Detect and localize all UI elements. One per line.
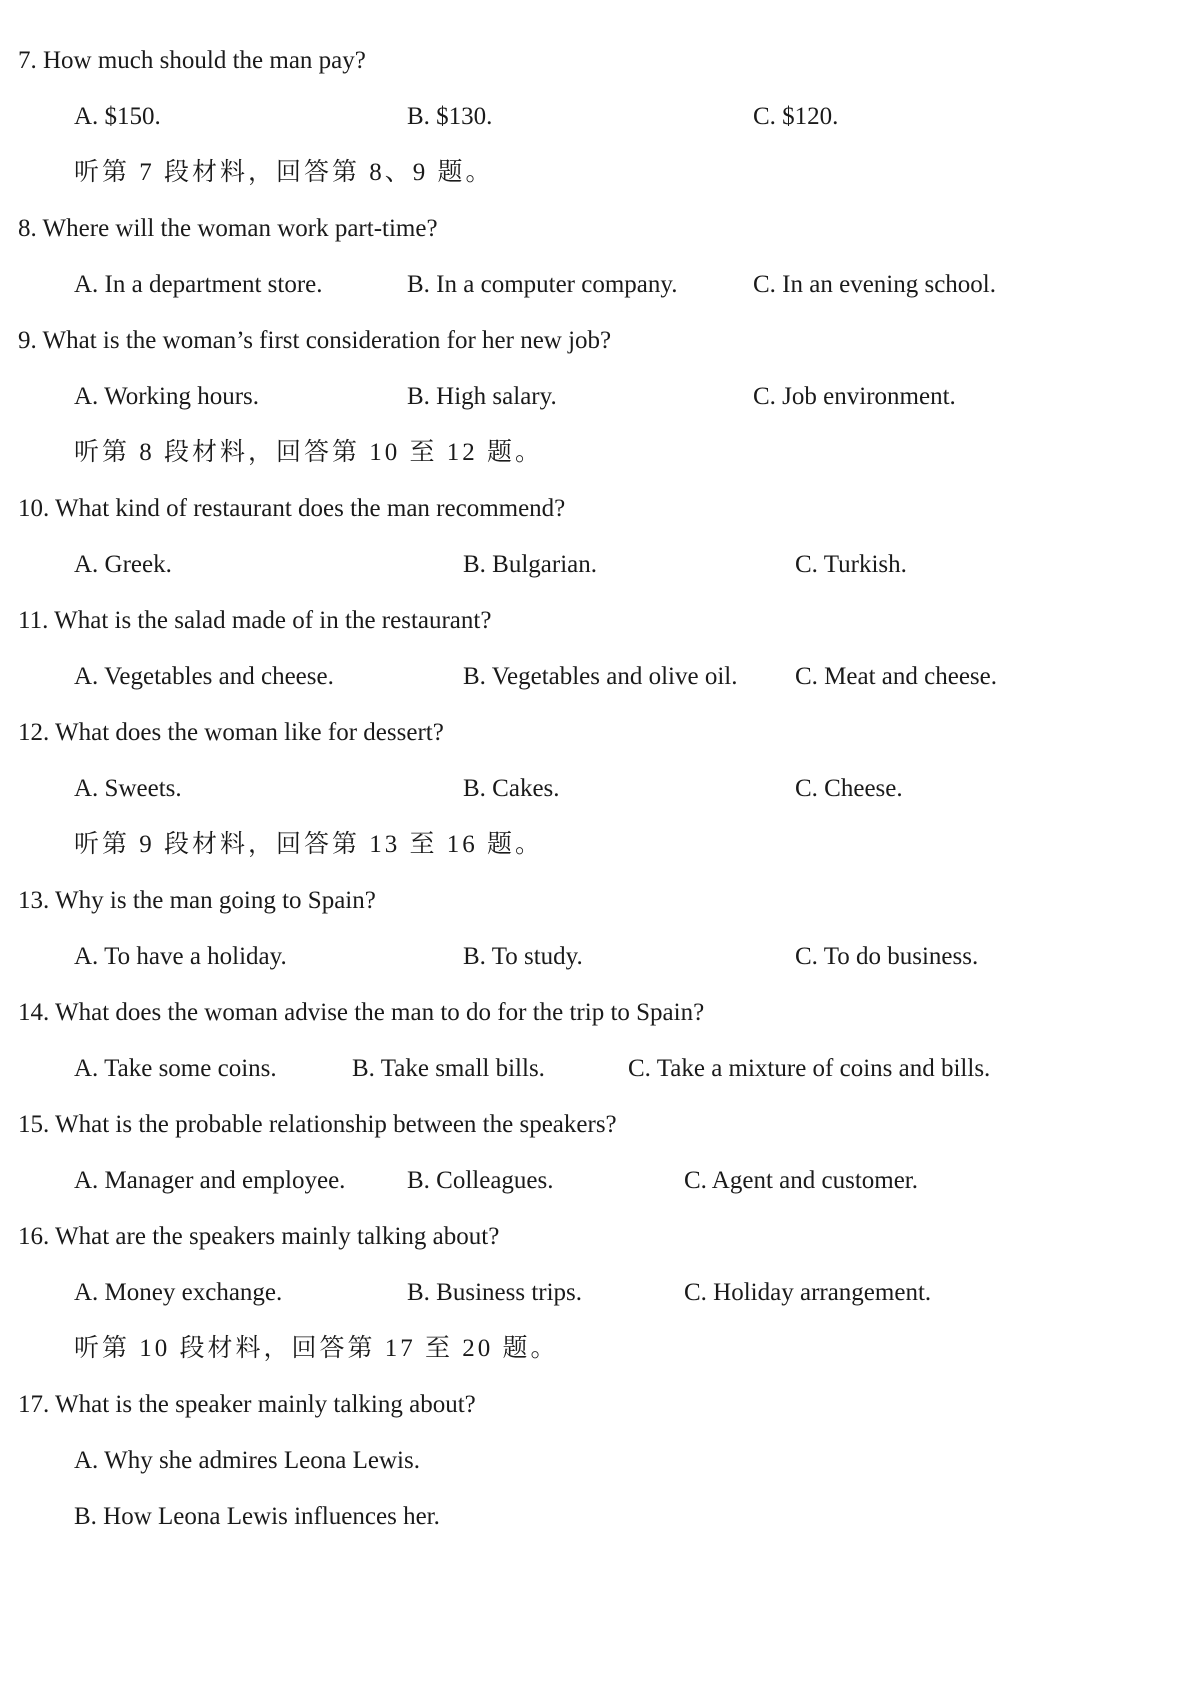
q9-option-a: A. Working hours. [74, 383, 260, 410]
q12-option-a: A. Sweets. [74, 775, 182, 802]
question-17-stem: 17. What is the speaker mainly talking about? [18, 1391, 476, 1418]
q17-option-b: B. How Leona Lewis influences her. [74, 1503, 440, 1530]
q8-option-b: B. In a computer company. [407, 271, 678, 298]
q11-option-c: C. Meat and cheese. [795, 663, 998, 690]
q8-option-a: A. In a department store. [74, 271, 323, 298]
q16-option-c: C. Holiday arrangement. [684, 1279, 932, 1306]
q13-option-b: B. To study. [463, 943, 583, 970]
q9-option-c: C. Job environment. [753, 383, 956, 410]
q9-option-b: B. High salary. [407, 383, 557, 410]
section-instruction-7: 听第 7 段材料，回答第 8、9 题。 [74, 159, 494, 186]
q14-option-a: A. Take some coins. [74, 1055, 277, 1082]
question-7-stem: 7. How much should the man pay? [18, 47, 366, 74]
question-16-stem: 16. What are the speakers mainly talking about? [18, 1223, 500, 1250]
q14-option-b: B. Take small bills. [352, 1055, 545, 1082]
q15-option-c: C. Agent and customer. [684, 1167, 918, 1194]
q16-option-b: B. Business trips. [407, 1279, 583, 1306]
section-instruction-9: 听第 9 段材料，回答第 13 至 16 题。 [74, 831, 544, 858]
question-12-stem: 12. What does the woman like for dessert? [18, 719, 444, 746]
q14-option-c: C. Take a mixture of coins and bills. [628, 1055, 991, 1082]
q13-option-c: C. To do business. [795, 943, 979, 970]
q10-option-a: A. Greek. [74, 551, 172, 578]
q11-option-b: B. Vegetables and olive oil. [463, 663, 738, 690]
question-8-stem: 8. Where will the woman work part-time? [18, 215, 438, 242]
question-9-stem: 9. What is the woman’s first consideration for her new job? [18, 327, 612, 354]
q10-option-c: C. Turkish. [795, 551, 907, 578]
q7-option-a: A. $150. [74, 103, 161, 130]
q15-option-a: A. Manager and employee. [74, 1167, 346, 1194]
q10-option-b: B. Bulgarian. [463, 551, 598, 578]
q15-option-b: B. Colleagues. [407, 1167, 554, 1194]
question-10-stem: 10. What kind of restaurant does the man recommend? [18, 495, 566, 522]
q13-option-a: A. To have a holiday. [74, 943, 287, 970]
q16-option-a: A. Money exchange. [74, 1279, 283, 1306]
question-14-stem: 14. What does the woman advise the man to do for the trip to Spain? [18, 999, 705, 1026]
q11-option-a: A. Vegetables and cheese. [74, 663, 334, 690]
q17-option-a: A. Why she admires Leona Lewis. [74, 1447, 420, 1474]
question-15-stem: 15. What is the probable relationship between the speakers? [18, 1111, 617, 1138]
question-13-stem: 13. Why is the man going to Spain? [18, 887, 376, 914]
q7-option-b: B. $130. [407, 103, 493, 130]
q7-option-c: C. $120. [753, 103, 839, 130]
section-instruction-8: 听第 8 段材料，回答第 10 至 12 题。 [74, 439, 544, 466]
q12-option-c: C. Cheese. [795, 775, 903, 802]
section-instruction-10: 听第 10 段材料，回答第 17 至 20 题。 [74, 1335, 559, 1362]
q12-option-b: B. Cakes. [463, 775, 560, 802]
q8-option-c: C. In an evening school. [753, 271, 997, 298]
question-11-stem: 11. What is the salad made of in the restaurant? [18, 607, 492, 634]
